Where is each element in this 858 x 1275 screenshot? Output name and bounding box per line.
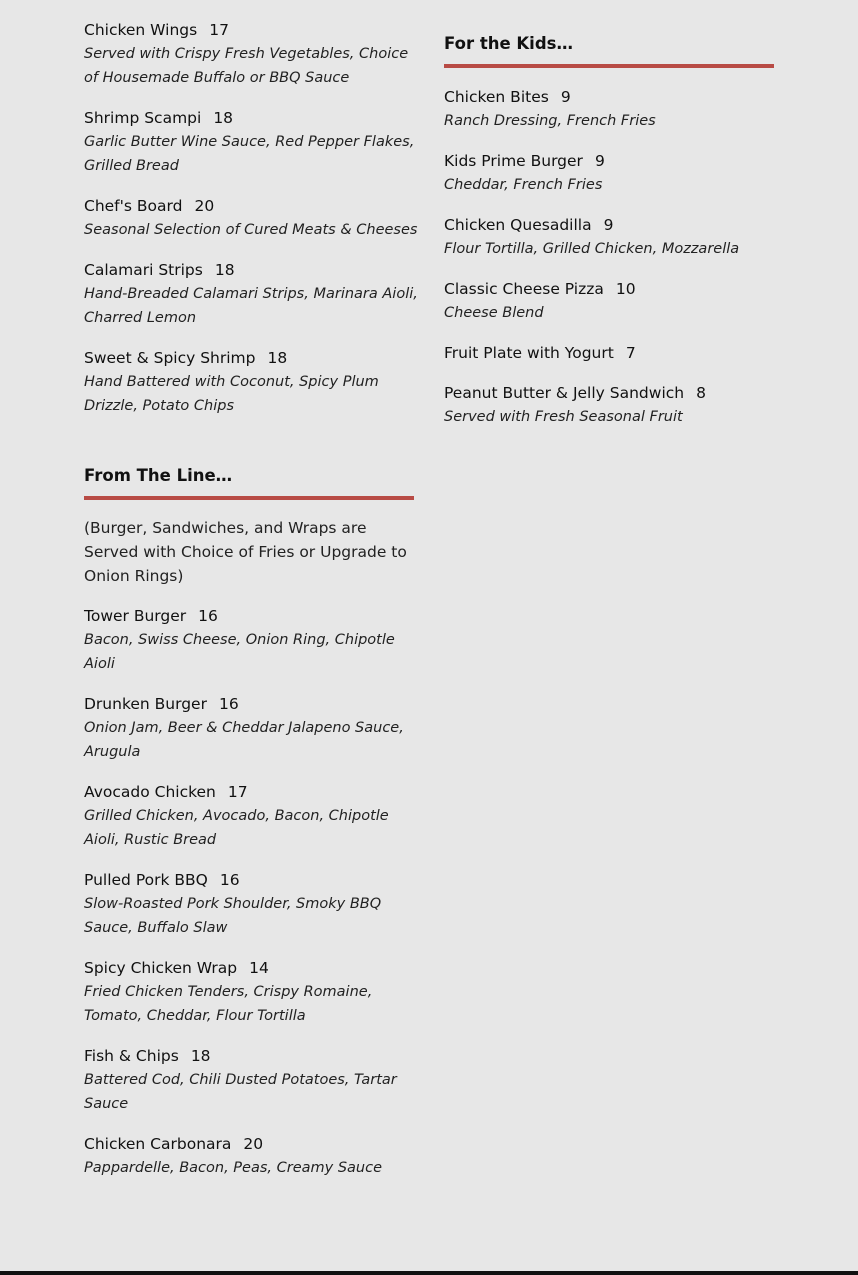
item-price: 10 [615,280,636,298]
menu-item [444,277,844,325]
menu-item [444,381,844,429]
item-description: Ranch Dressing, French Fries [444,113,656,129]
menu-item [84,868,419,940]
item-name: Tower Burger [84,607,187,625]
menu-item [84,194,419,242]
menu-item [84,956,419,1028]
item-name: Peanut Butter & Jelly Sandwich [444,384,685,402]
item-name: Chicken Quesadilla [444,216,592,234]
menu-item [84,18,419,90]
item-name: Fish & Chips [84,1047,179,1065]
item-description: Slow-Roasted Pork Shoulder, Smoky BBQ Sauce, Buffalo Slaw [84,896,382,936]
menu-item [84,1132,419,1180]
item-price: 20 [243,1135,264,1153]
item-price: 14 [249,959,269,977]
item-price: 16 [218,695,239,713]
item-description: Served with Fresh Seasonal Fruit [444,409,683,425]
left-column [84,18,419,1196]
kids-section [444,32,844,445]
item-price: 7 [625,344,636,362]
menu-item [84,1044,419,1116]
item-name: Sweet & Spicy Shrimp [84,349,256,367]
appetizer-list [84,18,419,418]
menu-item [84,692,419,764]
item-price: 16 [198,607,218,625]
item-name: Avocado Chicken [84,783,216,801]
item-price: 18 [214,261,235,279]
item-name: Chicken Bites [444,88,549,106]
item-name: Chicken Carbonara [84,1135,232,1153]
item-price: 9 [603,216,614,234]
item-description: Grilled Chicken, Avocado, Bacon, Chipotle Aioli, Rustic Bread [84,808,389,848]
item-name: Fruit Plate with Yogurt [444,344,614,362]
item-price: 9 [594,152,605,170]
item-description: Served with Crispy Fresh Vegetables, Choice of Housemade Buffalo or BBQ Sauce [84,46,409,86]
menu-item [84,346,419,418]
item-name: Chicken Wings [84,21,198,39]
item-description: Flour Tortilla, Grilled Chicken, Mozzarella [444,241,740,257]
item-description: Cheese Blend [444,305,544,321]
item-name: Classic Cheese Pizza [444,280,604,298]
item-name: Kids Prime Burger [444,152,583,170]
menu-item [444,213,844,261]
item-price: 17 [227,783,248,801]
section-note: (Burger, Sandwiches, and Wraps are Served with Choice of Fries or Upgrade to Onion Rings) [84,519,407,585]
item-description: Seasonal Selection of Cured Meats & Cheeses [84,222,418,238]
item-description: Pappardelle, Bacon, Peas, Creamy Sauce [84,1160,382,1176]
item-name: Shrimp Scampi [84,109,202,127]
menu-item [444,85,844,133]
item-name: Spicy Chicken Wrap [84,959,238,977]
item-price: 20 [194,197,215,215]
item-description: Onion Jam, Beer & Cheddar Jalapeno Sauce, Arugula [84,720,404,760]
page-bottom-edge [0,1271,858,1275]
menu-item [84,604,419,676]
item-description: Hand-Breaded Calamari Strips, Marinara Aioli, Charred Lemon [84,286,418,326]
menu-item [84,780,419,852]
menu-item [444,341,844,365]
item-description: Battered Cod, Chili Dusted Potatoes, Tartar Sauce [84,1072,397,1112]
section-divider [84,496,414,500]
item-price: 16 [219,871,240,889]
item-description: Fried Chicken Tenders, Crispy Romaine, Tomato, Cheddar, Flour Tortilla [84,984,373,1024]
item-name: Chef's Board [84,197,183,215]
item-price: 9 [560,88,571,106]
from-the-line-section [84,464,419,1180]
item-price: 8 [696,384,706,402]
section-title: For the Kids… [444,34,573,53]
item-name: Pulled Pork BBQ [84,871,208,889]
item-price: 17 [209,21,229,39]
section-divider [444,64,774,68]
item-description: Bacon, Swiss Cheese, Onion Ring, Chipotle Aioli [84,632,395,672]
menu-item [444,149,844,197]
item-name: Calamari Strips [84,261,203,279]
item-price: 18 [267,349,288,367]
menu-item [84,106,419,178]
item-description: Cheddar, French Fries [444,177,603,193]
item-description: Garlic Butter Wine Sauce, Red Pepper Flakes, Grilled Bread [84,134,415,174]
item-price: 18 [213,109,234,127]
section-title: From The Line… [84,466,233,485]
item-price: 18 [190,1047,211,1065]
item-name: Drunken Burger [84,695,207,713]
menu-item [84,258,419,330]
item-description: Hand Battered with Coconut, Spicy Plum Drizzle, Potato Chips [84,374,379,414]
